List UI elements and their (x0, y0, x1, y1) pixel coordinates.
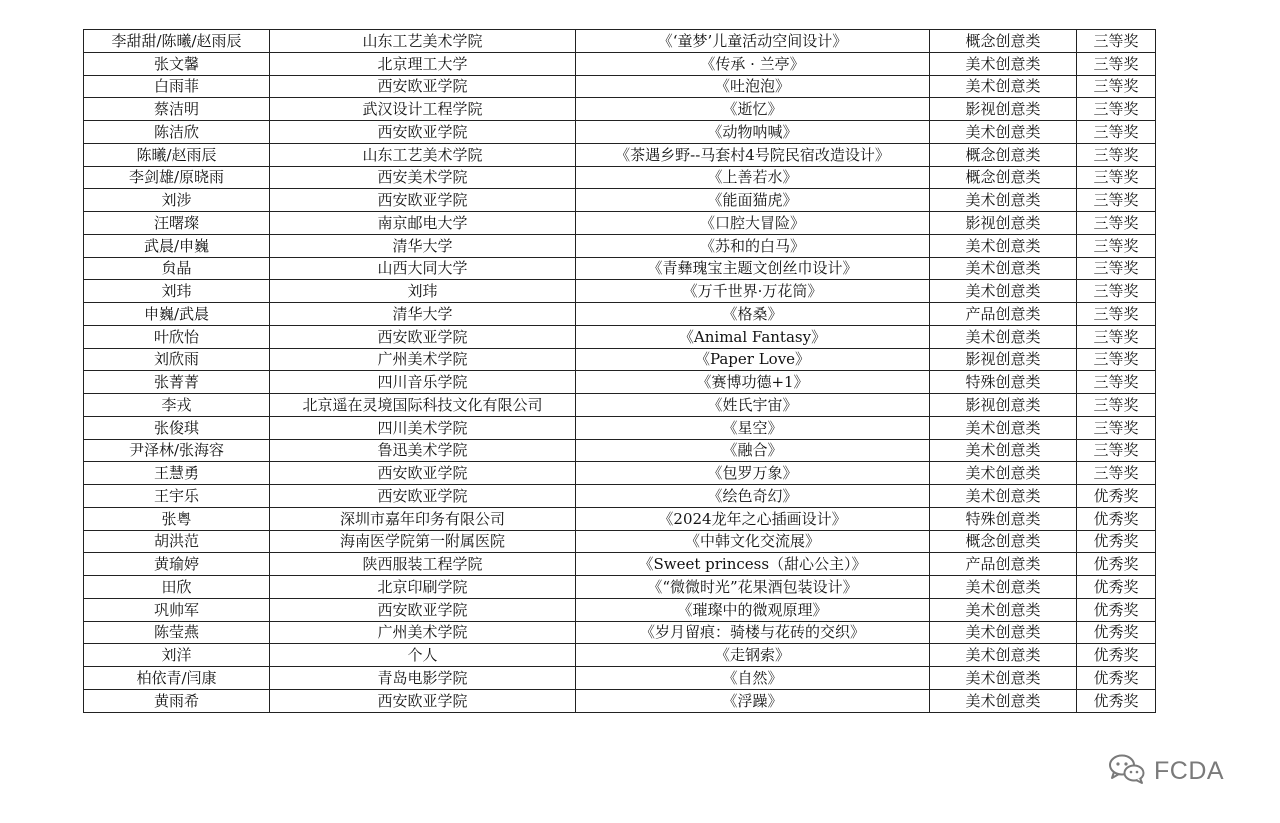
award-list-table (83, 29, 1156, 713)
award-level-cell: 优秀奖 (1077, 621, 1156, 644)
table-row (84, 280, 1156, 303)
table-row (84, 234, 1156, 257)
organization-cell: 海南医学院第一附属医院 (270, 530, 576, 553)
table-row (84, 143, 1156, 166)
category-cell: 产品创意类 (930, 553, 1077, 576)
organization-cell: 西安美术学院 (270, 166, 576, 189)
organization-cell: 南京邮电大学 (270, 212, 576, 235)
work-title-cell: 《中韩文化交流展》 (576, 530, 930, 553)
winner-name-cell: 张文馨 (84, 52, 270, 75)
organization-cell: 清华大学 (270, 303, 576, 326)
work-title-cell: 《万千世界·万花筒》 (576, 280, 930, 303)
work-title-cell: 《绘色奇幻》 (576, 485, 930, 508)
category-cell: 美术创意类 (930, 325, 1077, 348)
work-title-cell: 《包罗万象》 (576, 462, 930, 485)
organization-cell: 山东工艺美术学院 (270, 143, 576, 166)
award-level-cell: 三等奖 (1077, 439, 1156, 462)
organization-cell: 西安欧亚学院 (270, 121, 576, 144)
winner-name-cell: 陈洁欣 (84, 121, 270, 144)
category-cell: 美术创意类 (930, 439, 1077, 462)
table-row (84, 644, 1156, 667)
award-level-cell: 三等奖 (1077, 189, 1156, 212)
winner-name-cell: 张粤 (84, 507, 270, 530)
category-cell: 美术创意类 (930, 75, 1077, 98)
category-cell: 影视创意类 (930, 212, 1077, 235)
category-cell: 美术创意类 (930, 52, 1077, 75)
work-title-cell: 《赛博功德+1》 (576, 371, 930, 394)
category-cell: 美术创意类 (930, 462, 1077, 485)
award-level-cell: 优秀奖 (1077, 644, 1156, 667)
award-level-cell: 三等奖 (1077, 234, 1156, 257)
work-title-cell: 《能面猫虎》 (576, 189, 930, 212)
winner-name-cell: 尹泽林/张海容 (84, 439, 270, 462)
award-level-cell: 三等奖 (1077, 52, 1156, 75)
table-row (84, 348, 1156, 371)
category-cell: 美术创意类 (930, 234, 1077, 257)
table-row (84, 553, 1156, 576)
table-row (84, 371, 1156, 394)
award-level-cell: 三等奖 (1077, 257, 1156, 280)
table-row (84, 689, 1156, 712)
winner-name-cell: 胡洪范 (84, 530, 270, 553)
work-title-cell: 《星空》 (576, 416, 930, 439)
work-title-cell: 《逝忆》 (576, 98, 930, 121)
category-cell: 概念创意类 (930, 166, 1077, 189)
organization-cell: 武汉设计工程学院 (270, 98, 576, 121)
winner-name-cell: 武晨/申巍 (84, 234, 270, 257)
organization-cell: 四川美术学院 (270, 416, 576, 439)
work-title-cell: 《上善若水》 (576, 166, 930, 189)
category-cell: 影视创意类 (930, 98, 1077, 121)
award-level-cell: 三等奖 (1077, 394, 1156, 417)
category-cell: 美术创意类 (930, 667, 1077, 690)
organization-cell: 山西大同大学 (270, 257, 576, 280)
organization-cell: 北京印刷学院 (270, 576, 576, 599)
organization-cell: 北京遥在灵境国际科技文化有限公司 (270, 394, 576, 417)
work-title-cell: 《走钢索》 (576, 644, 930, 667)
organization-cell: 刘玮 (270, 280, 576, 303)
work-title-cell: 《Paper Love》 (576, 348, 930, 371)
winner-name-cell: 李甜甜/陈曦/赵雨辰 (84, 30, 270, 53)
winner-name-cell: 汪曙璨 (84, 212, 270, 235)
category-cell: 美术创意类 (930, 576, 1077, 599)
table-row (84, 189, 1156, 212)
winner-name-cell: 王慧勇 (84, 462, 270, 485)
organization-cell: 四川音乐学院 (270, 371, 576, 394)
table-row (84, 52, 1156, 75)
award-level-cell: 优秀奖 (1077, 530, 1156, 553)
category-cell: 美术创意类 (930, 689, 1077, 712)
award-table-body (84, 30, 1156, 713)
winner-name-cell: 叶欣怡 (84, 325, 270, 348)
winner-name-cell: 李剑雄/原晓雨 (84, 166, 270, 189)
award-level-cell: 优秀奖 (1077, 507, 1156, 530)
winner-name-cell: 柏依青/闫康 (84, 667, 270, 690)
organization-cell: 鲁迅美术学院 (270, 439, 576, 462)
organization-cell: 西安欧亚学院 (270, 598, 576, 621)
table-row (84, 530, 1156, 553)
award-level-cell: 三等奖 (1077, 462, 1156, 485)
work-title-cell: 《苏和的白马》 (576, 234, 930, 257)
winner-name-cell: 王宇乐 (84, 485, 270, 508)
category-cell: 美术创意类 (930, 485, 1077, 508)
work-title-cell: 《岁月留痕：骑楼与花砖的交织》 (576, 621, 930, 644)
award-level-cell: 三等奖 (1077, 371, 1156, 394)
award-level-cell: 优秀奖 (1077, 598, 1156, 621)
table-row (84, 394, 1156, 417)
award-level-cell: 三等奖 (1077, 121, 1156, 144)
organization-cell: 清华大学 (270, 234, 576, 257)
table-row (84, 667, 1156, 690)
winner-name-cell: 陈莹燕 (84, 621, 270, 644)
award-level-cell: 优秀奖 (1077, 667, 1156, 690)
award-level-cell: 三等奖 (1077, 98, 1156, 121)
winner-name-cell: 李戎 (84, 394, 270, 417)
watermark (1108, 755, 1224, 787)
table-row (84, 507, 1156, 530)
award-level-cell: 三等奖 (1077, 303, 1156, 326)
winner-name-cell: 陈曦/赵雨辰 (84, 143, 270, 166)
table-row (84, 303, 1156, 326)
organization-cell: 西安欧亚学院 (270, 689, 576, 712)
organization-cell: 青岛电影学院 (270, 667, 576, 690)
table-row (84, 325, 1156, 348)
award-level-cell: 三等奖 (1077, 166, 1156, 189)
table-row (84, 166, 1156, 189)
work-title-cell: 《吐泡泡》 (576, 75, 930, 98)
category-cell: 美术创意类 (930, 189, 1077, 212)
table-row (84, 439, 1156, 462)
work-title-cell: 《茶遇乡野--马套村4号院民宿改造设计》 (576, 143, 930, 166)
table-row (84, 257, 1156, 280)
award-level-cell: 三等奖 (1077, 280, 1156, 303)
winner-name-cell: 刘洋 (84, 644, 270, 667)
work-title-cell: 《‘童梦’儿童活动空间设计》 (576, 30, 930, 53)
winner-name-cell: 刘玮 (84, 280, 270, 303)
winner-name-cell: 张俊琪 (84, 416, 270, 439)
work-title-cell: 《“微微时光”花果酒包装设计》 (576, 576, 930, 599)
category-cell: 影视创意类 (930, 394, 1077, 417)
category-cell: 美术创意类 (930, 257, 1077, 280)
winner-name-cell: 黄雨希 (84, 689, 270, 712)
organization-cell: 西安欧亚学院 (270, 325, 576, 348)
organization-cell: 陕西服装工程学院 (270, 553, 576, 576)
organization-cell: 个人 (270, 644, 576, 667)
work-title-cell: 《姓氏宇宙》 (576, 394, 930, 417)
winner-name-cell: 刘欣雨 (84, 348, 270, 371)
work-title-cell: 《青彝瑰宝主题文创丝巾设计》 (576, 257, 930, 280)
table-row (84, 485, 1156, 508)
work-title-cell: 《自然》 (576, 667, 930, 690)
table-row (84, 598, 1156, 621)
winner-name-cell: 刘涉 (84, 189, 270, 212)
award-level-cell: 优秀奖 (1077, 689, 1156, 712)
category-cell: 美术创意类 (930, 621, 1077, 644)
winner-name-cell: 黄瑜婷 (84, 553, 270, 576)
award-level-cell: 三等奖 (1077, 143, 1156, 166)
award-level-cell: 三等奖 (1077, 325, 1156, 348)
winner-name-cell: 张菁菁 (84, 371, 270, 394)
organization-cell: 深圳市嘉年印务有限公司 (270, 507, 576, 530)
organization-cell: 西安欧亚学院 (270, 462, 576, 485)
winner-name-cell: 蔡洁明 (84, 98, 270, 121)
organization-cell: 西安欧亚学院 (270, 75, 576, 98)
work-title-cell: 《融合》 (576, 439, 930, 462)
award-level-cell: 优秀奖 (1077, 553, 1156, 576)
category-cell: 美术创意类 (930, 121, 1077, 144)
table-row (84, 30, 1156, 53)
table-row (84, 576, 1156, 599)
work-title-cell: 《浮躁》 (576, 689, 930, 712)
table-row (84, 416, 1156, 439)
winner-name-cell: 白雨菲 (84, 75, 270, 98)
winner-name-cell: 申巍/武晨 (84, 303, 270, 326)
table-row (84, 212, 1156, 235)
organization-cell: 北京理工大学 (270, 52, 576, 75)
work-title-cell: 《口腔大冒险》 (576, 212, 930, 235)
category-cell: 美术创意类 (930, 644, 1077, 667)
work-title-cell: 《2024龙年之心插画设计》 (576, 507, 930, 530)
table-row (84, 621, 1156, 644)
winner-name-cell: 贠晶 (84, 257, 270, 280)
category-cell: 概念创意类 (930, 530, 1077, 553)
organization-cell: 山东工艺美术学院 (270, 30, 576, 53)
table-row (84, 75, 1156, 98)
table-row (84, 462, 1156, 485)
award-level-cell: 优秀奖 (1077, 485, 1156, 508)
winner-name-cell: 巩帅军 (84, 598, 270, 621)
category-cell: 概念创意类 (930, 143, 1077, 166)
work-title-cell: 《Animal Fantasy》 (576, 325, 930, 348)
organization-cell: 西安欧亚学院 (270, 189, 576, 212)
award-level-cell: 优秀奖 (1077, 576, 1156, 599)
category-cell: 美术创意类 (930, 598, 1077, 621)
work-title-cell: 《格桑》 (576, 303, 930, 326)
award-level-cell: 三等奖 (1077, 75, 1156, 98)
winner-name-cell: 田欣 (84, 576, 270, 599)
wechat-icon (1108, 753, 1146, 789)
category-cell: 特殊创意类 (930, 371, 1077, 394)
table-row (84, 121, 1156, 144)
table-row (84, 98, 1156, 121)
category-cell: 美术创意类 (930, 416, 1077, 439)
award-level-cell: 三等奖 (1077, 30, 1156, 53)
work-title-cell: 《动物呐喊》 (576, 121, 930, 144)
watermark-text: FCDA (1154, 756, 1225, 785)
award-level-cell: 三等奖 (1077, 212, 1156, 235)
work-title-cell: 《璀璨中的微观原理》 (576, 598, 930, 621)
category-cell: 特殊创意类 (930, 507, 1077, 530)
category-cell: 美术创意类 (930, 280, 1077, 303)
organization-cell: 西安欧亚学院 (270, 485, 576, 508)
work-title-cell: 《传承 · 兰亭》 (576, 52, 930, 75)
organization-cell: 广州美术学院 (270, 348, 576, 371)
category-cell: 产品创意类 (930, 303, 1077, 326)
organization-cell: 广州美术学院 (270, 621, 576, 644)
award-level-cell: 三等奖 (1077, 348, 1156, 371)
category-cell: 影视创意类 (930, 348, 1077, 371)
work-title-cell: 《Sweet princess（甜心公主）》 (576, 553, 930, 576)
category-cell: 概念创意类 (930, 30, 1077, 53)
award-level-cell: 三等奖 (1077, 416, 1156, 439)
